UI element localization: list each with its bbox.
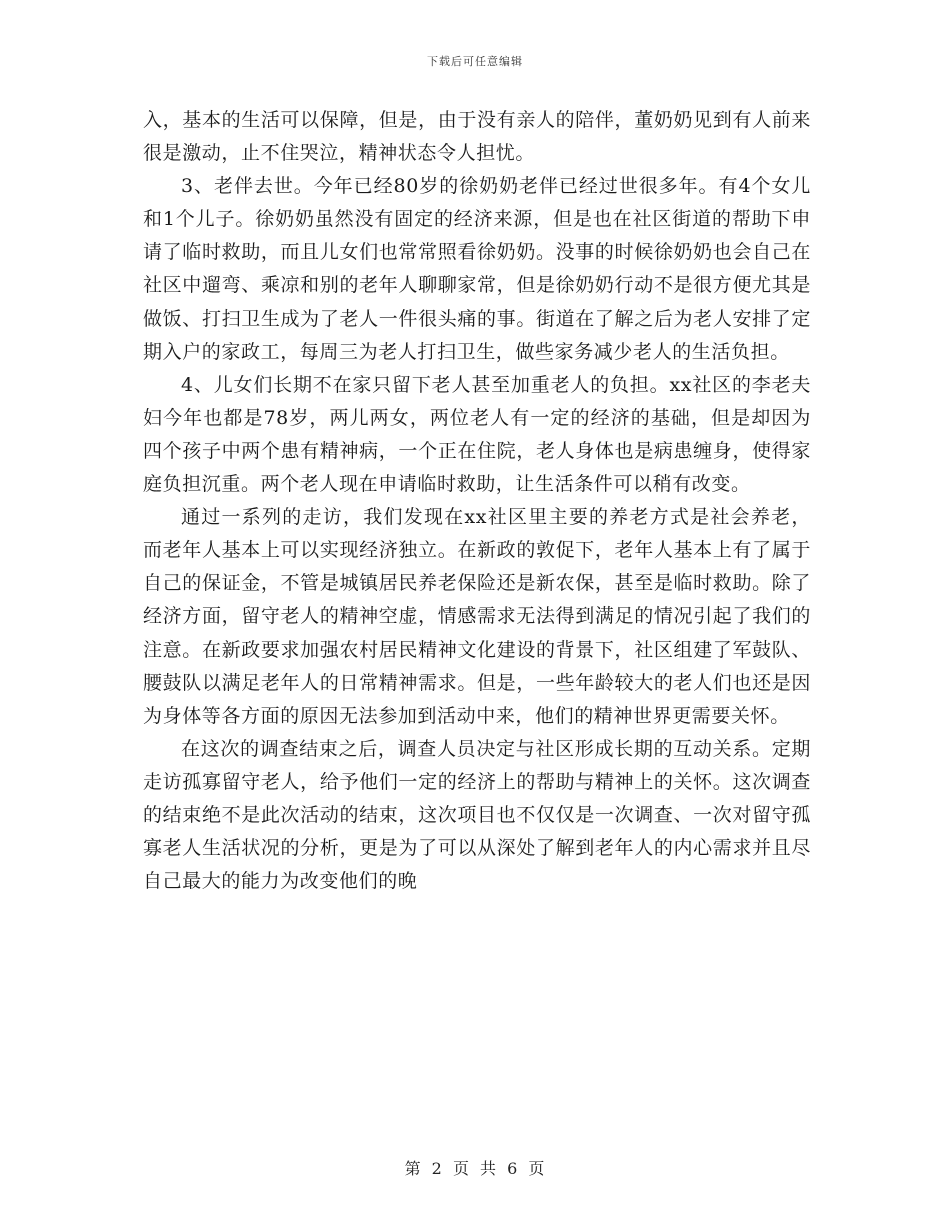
page-header-note: 下载后可任意编辑: [427, 55, 523, 68]
paragraph-item-4: 4、儿女们长期不在家只留下老人甚至加重老人的负担。xx社区的李老夫妇今年也都是78岁，两儿两女，两位老人有一定的经济的基础，但是却因为四个孩子中两个患有精神病，一个正在住院，老人身体也是病患缠身，使得家庭负担沉重。两个老人现在申请临时救助，让生活条件可以稍有改变。: [143, 373, 811, 496]
paragraph-continuation: 入，基本的生活可以保障，但是，由于没有亲人的陪伴，董奶奶见到有人前来很是激动，止不住哭泣，精神状态令人担忧。: [143, 109, 811, 165]
paragraph-item-3: 3、老伴去世。今年已经80岁的徐奶奶老伴已经过世很多年。有4个女儿和1个儿子。徐奶奶虽然没有固定的经济来源，但是也在社区街道的帮助下申请了临时救助，而且儿女们也常常照看徐奶奶。没事的时候徐奶奶也会自己在社区中遛弯、乘凉和别的老年人聊聊家常，但是徐奶奶行动不是很方便尤其是做饭、打扫卫生成为了老人一件很头痛的事。街道在了解之后为老人安排了定期入户的家政工，每周三为老人打扫卫生，做些家务减少老人的生活负担。: [143, 175, 811, 363]
paragraph-conclusion: 在这次的调查结束之后，调查人员决定与社区形成长期的互动关系。定期走访孤寡留守老人，给予他们一定的经济上的帮助与精神上的关怀。这次调查的结束绝不是此次活动的结束，这次项目也不仅仅是一次调查、一次对留守孤寡老人生活状况的分析，更是为了可以从深处了解到老年人的内心需求并且尽自己最大的能力为改变他们的晚: [143, 737, 811, 893]
paragraph-findings: 通过一系列的走访，我们发现在xx社区里主要的养老方式是社会养老，而老年人基本上可以实现经济独立。在新政的敦促下，老年人基本上有了属于自己的保证金，不管是城镇居民养老保险还是新农保，甚至是临时救助。除了经济方面，留守老人的精神空虚，情感需求无法得到满足的情况引起了我们的注意。在新政要求加强农村居民精神文化建设的背景下，社区组建了军鼓队、腰鼓队以满足老年人的日常精神需求。但是，一些年龄较大的老人们也还是因为身体等各方面的原因无法参加到活动中来，他们的精神世界更需要关怀。: [143, 506, 811, 727]
page-number-footer: 第 2 页 共 6 页: [404, 1159, 546, 1178]
document-body: [143, 104, 811, 898]
